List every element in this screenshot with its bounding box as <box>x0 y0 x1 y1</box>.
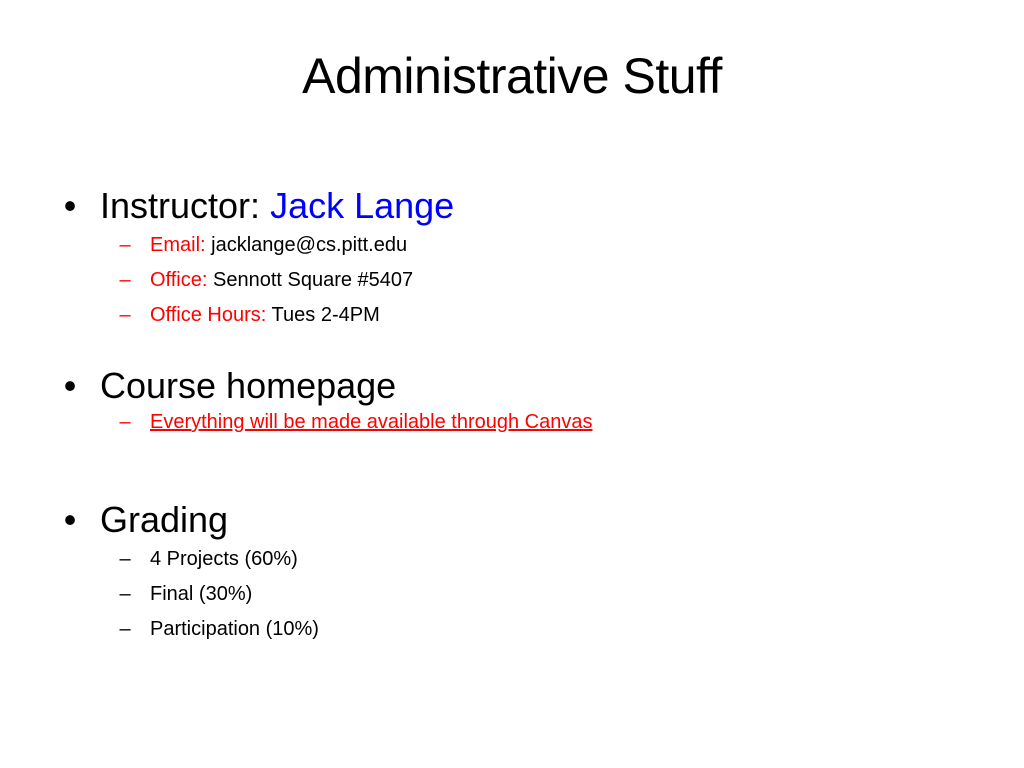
dash-icon: – <box>119 411 131 433</box>
instructor-section <box>58 184 998 333</box>
office-item <box>58 263 998 298</box>
homepage-bullet <box>58 364 998 408</box>
canvas-link[interactable]: Everything will be made available through Canvas <box>150 411 593 433</box>
bullet-icon: • <box>63 365 77 406</box>
office-hours-item <box>58 298 998 333</box>
homepage-label: Course homepage <box>100 365 397 406</box>
instructor-bullet <box>58 184 998 228</box>
instructor-name: Jack Lange <box>270 185 455 226</box>
grading-item-label: Participation (10%) <box>150 618 319 640</box>
grading-item-projects <box>58 542 998 577</box>
grading-section <box>58 498 998 647</box>
dash-icon: – <box>119 548 131 570</box>
office-value: Sennott Square #5407 <box>213 269 414 291</box>
office-label: Office: <box>150 269 208 291</box>
grading-item-participation <box>58 612 998 647</box>
grading-item-label: 4 Projects (60%) <box>150 548 298 570</box>
email-label: Email: <box>150 234 206 256</box>
homepage-item <box>58 405 998 440</box>
bullet-icon: • <box>63 499 77 540</box>
dash-icon: – <box>119 269 131 291</box>
bullet-icon: • <box>63 185 77 226</box>
dash-icon: – <box>119 583 131 605</box>
grading-item-final <box>58 577 998 612</box>
office-hours-label: Office Hours: <box>150 304 267 326</box>
email-value: jacklange@cs.pitt.edu <box>211 234 408 256</box>
office-hours-value: Tues 2-4PM <box>271 304 380 326</box>
grading-item-label: Final (30%) <box>150 583 253 605</box>
email-item <box>58 228 998 263</box>
grading-bullet <box>58 498 998 542</box>
grading-label: Grading <box>100 499 229 540</box>
homepage-section <box>58 364 998 440</box>
instructor-label: Instructor: <box>100 185 271 226</box>
dash-icon: – <box>119 618 131 640</box>
dash-icon: – <box>119 234 131 256</box>
slide-title: Administrative Stuff <box>302 48 722 104</box>
dash-icon: – <box>119 304 131 326</box>
